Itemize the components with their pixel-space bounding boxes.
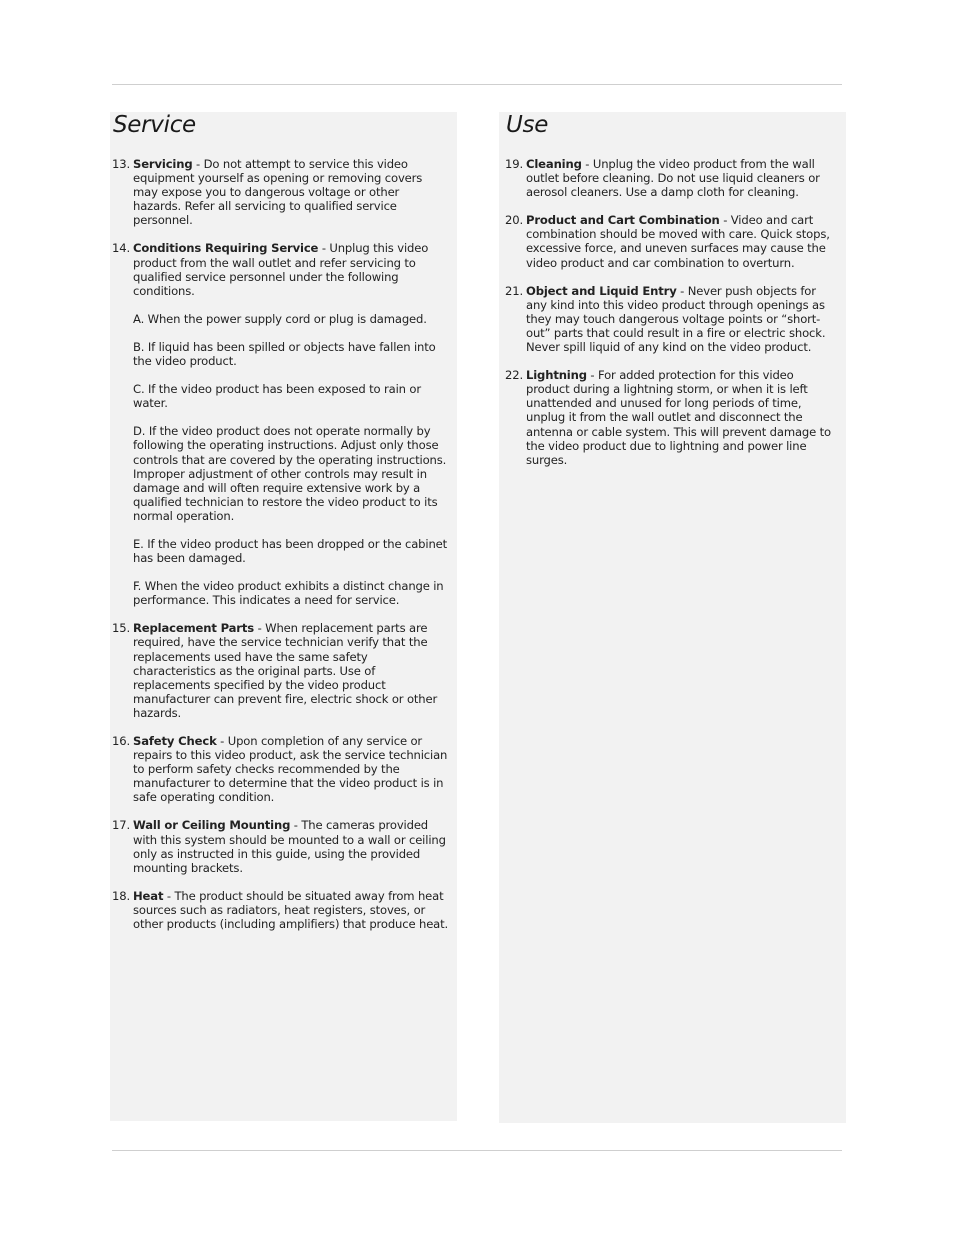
item-term: Safety Check	[133, 734, 217, 748]
item-text: - Do not attempt to service this video equipment yourself as opening or removing covers may expose you to dangerous voltage or other hazards. Refer all servicing to qualified service personnel.	[133, 157, 423, 228]
condition-d: D. If the video product does not operate normally by following the operating instructions. Adjust only those controls that are covered by the operating instructions. Improper adjustment of other controls may result in damage and will often require extensive work by a qualified technician to restore the video product to its normal operation.	[133, 424, 447, 523]
service-heading: Service	[113, 112, 196, 138]
item-term: Conditions Requiring Service	[133, 241, 319, 256]
service-panel	[110, 112, 457, 1121]
top-rule	[112, 84, 842, 85]
item-term: Cleaning	[526, 157, 582, 171]
item-number: 15.	[112, 621, 130, 636]
item-text: - The product should be situated away from heat sources such as radiators, heat registers, stoves, or other products (including amplifiers) that produce heat.	[133, 888, 449, 932]
item-text: - For added protection for this video product during a lightning storm, or when it is left unattended and unused for long periods of time, unplug it from the wall outlet and disconnect the antenna or cable system. This will prevent damage to the video product due to lightning and power line surges.	[526, 368, 831, 467]
item-term: Heat	[133, 888, 164, 903]
list-item	[112, 818, 450, 874]
item-number: 20.	[505, 213, 523, 228]
item-number: 13.	[112, 157, 130, 171]
list-item	[112, 734, 450, 804]
use-panel	[499, 112, 846, 1123]
item-number: 18.	[112, 888, 130, 903]
use-list	[505, 157, 839, 481]
list-item	[112, 157, 450, 227]
item-text: - The cameras provided with this system should be mounted to a wall or ceiling only as instructed in this guide, using the provided mounting brackets.	[133, 818, 446, 875]
bottom-rule	[112, 1150, 842, 1151]
item-term: Servicing	[133, 157, 193, 171]
item-term: Replacement Parts	[133, 621, 255, 636]
item-text: - Unplug this video product from the wall outlet and refer servicing to qualified service personnel under the following conditions.	[133, 241, 429, 298]
item-text: - Never push objects for any kind into this video product through openings as they may touch dangerous voltage points or “short-out” parts that could result in a fire or electric shock. Never spill liquid of any kind on the video product.	[526, 283, 826, 355]
service-list	[112, 157, 450, 945]
condition-f: F. When the video product exhibits a distinct change in performance. This indicates a need for service.	[133, 579, 444, 608]
item-text: - Unplug the video product from the wall outlet before cleaning. Do not use liquid cleaners or aerosol cleaners. Use a damp cloth for cleaning.	[526, 157, 820, 200]
item-number: 14.	[112, 241, 130, 256]
condition-c: C. If the video product has been exposed to rain or water.	[133, 382, 421, 411]
item-number: 22.	[505, 368, 523, 383]
item-number: 17.	[112, 818, 130, 833]
item-number: 21.	[505, 283, 523, 298]
item-term: Product and Cart Combination	[526, 213, 720, 228]
list-item	[505, 157, 839, 199]
use-heading: Use	[506, 112, 549, 138]
list-item	[505, 368, 839, 467]
item-term: Lightning	[526, 368, 587, 383]
item-number: 19.	[505, 157, 523, 171]
list-item	[505, 213, 839, 269]
item-number: 16.	[112, 734, 130, 748]
list-item	[112, 621, 450, 720]
list-item	[112, 241, 450, 607]
condition-a: A. When the power supply cord or plug is damaged.	[133, 311, 427, 326]
item-text: - When replacement parts are required, have the service technician verify that the replacements used have the same safety characteristics as the original parts. Use of replacements specified by the video product manufacturer can prevent fire, electric shock or other hazards.	[133, 621, 438, 720]
item-text: - Video and cart combination should be moved with care. Quick stops, excessive force, and uneven surfaces may cause the video product and car combination to overturn.	[526, 213, 830, 270]
condition-b: B. If liquid has been spilled or objects have fallen into the video product.	[133, 339, 436, 369]
condition-e: E. If the video product has been dropped or the cabinet has been damaged.	[133, 536, 448, 566]
list-item	[112, 889, 450, 931]
item-text: - Upon completion of any service or repairs to this video product, ask the service technician to perform safety checks recommended by the manufacturer to determine that the video product is in safe operating condition.	[133, 734, 448, 805]
item-term: Object and Liquid Entry	[526, 283, 677, 298]
item-term: Wall or Ceiling Mounting	[133, 818, 291, 833]
list-item	[505, 284, 839, 354]
